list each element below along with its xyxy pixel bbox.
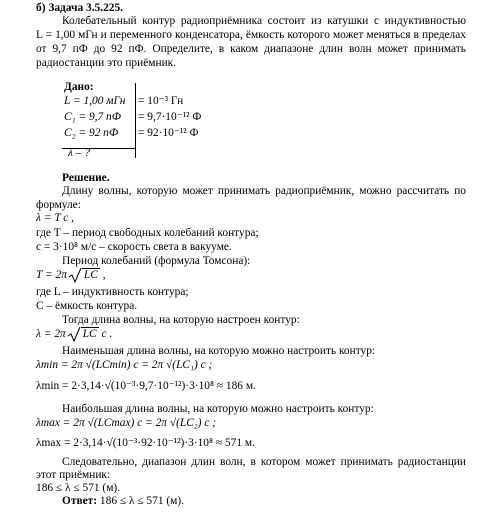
- formula-lambda-Tc: λ = T c ,: [36, 212, 75, 224]
- formula-lambda-min: λmin = 2π √(LCmin) c = 2π √(LC₁) c ;: [36, 359, 213, 371]
- formula-lambda-lhs: λ = 2π: [36, 328, 66, 340]
- given-row-C1: C₁ = 9,7 пФ: [64, 111, 121, 123]
- sqrt-LC-2-radicand: LC: [82, 328, 97, 340]
- given-row-C2-si: = 92·10⁻¹² Ф: [138, 127, 199, 139]
- problem-line-3: от 9,7 пФ до 92 пФ. Определите, в каком диапазоне длин волн может принимать: [36, 43, 466, 55]
- formula-thomson: [36, 269, 106, 282]
- problem-title: б) Задача 3.5.225.: [36, 2, 124, 14]
- conclusion-line-1: Следовательно, диапазон длин волн, в котором может принимать радиостанции: [62, 456, 466, 468]
- sqrt-LC-2: [68, 328, 99, 341]
- formula-lambda-max: λmax = 2π √(LCmax) c = 2π √(LC₂) c ;: [36, 417, 217, 429]
- min-text: Наименьшая длина волны, на которую можно настроить контур:: [62, 345, 376, 357]
- calc-lambda-max: λmax = 2·3,14·√(10⁻³·92·10⁻¹²)·3·10⁸ ≈ 571 м.: [36, 437, 255, 449]
- where-L: где L – индуктивность контура;: [36, 286, 189, 298]
- given-row-L: L = 1,00 мГн: [64, 95, 126, 107]
- given-row-C1-si: = 9,7·10⁻¹² Ф: [138, 111, 202, 123]
- sqrt-icon: [69, 267, 82, 283]
- answer-value: 186 ≤ λ ≤ 571 (м).: [99, 495, 185, 507]
- formula-thomson-lhs: T = 2π: [36, 269, 67, 281]
- problem-line-1: Колебательный контур радиоприёмника состоит из катушки с индуктивностью: [62, 15, 466, 27]
- tune-text: Тогда длина волны, на которую настроен контур:: [62, 314, 300, 326]
- answer-label: Ответ:: [62, 495, 98, 507]
- problem-line-2: L = 1,00 мГн и переменного конденсатора, ёмкость которого может меняться в пределах: [36, 29, 466, 41]
- where-T: где T – период свободных колебаний контура;: [36, 227, 259, 239]
- solution-p1a: Длину волны, которую может принимать радиоприёмник, можно рассчитать по: [62, 185, 466, 197]
- max-text: Наибольшая длина волны, на которую можно настроить контур:: [62, 403, 374, 415]
- given-row-C2: C₂ = 92 пФ: [64, 127, 119, 139]
- solution-p1b: формуле:: [36, 199, 81, 211]
- given-label: Дано:: [64, 81, 94, 93]
- formula-thomson-tail: ,: [102, 269, 106, 281]
- formula-lambda-tail: c .: [101, 328, 113, 340]
- solution-heading: Решение.: [62, 172, 110, 184]
- where-C: C – ёмкость контура.: [36, 300, 138, 312]
- sqrt-LC-1: [69, 269, 100, 282]
- answer-line: [62, 495, 184, 508]
- problem-line-4: радиостанции это приёмник.: [36, 57, 177, 69]
- where-c: c = 3·10⁸ м/с – скорость света в вакууме.: [36, 241, 232, 253]
- sqrt-icon: [68, 326, 81, 342]
- period-text: Период колебаний (формула Томсона):: [62, 255, 251, 267]
- given-row-L-si: = 10⁻³ Гн: [138, 95, 184, 107]
- sqrt-LC-1-radicand: LC: [83, 269, 98, 281]
- formula-lambda-general: [36, 328, 112, 341]
- range-result: 186 ≤ λ ≤ 571 (м).: [36, 482, 121, 494]
- conclusion-line-2: этот приёмник:: [36, 469, 111, 481]
- given-unknown: λ – ?: [68, 147, 91, 159]
- calc-lambda-min: λmin = 2·3,14·√(10⁻³·9,7·10⁻¹²)·3·10⁸ ≈ 186 м.: [36, 380, 256, 392]
